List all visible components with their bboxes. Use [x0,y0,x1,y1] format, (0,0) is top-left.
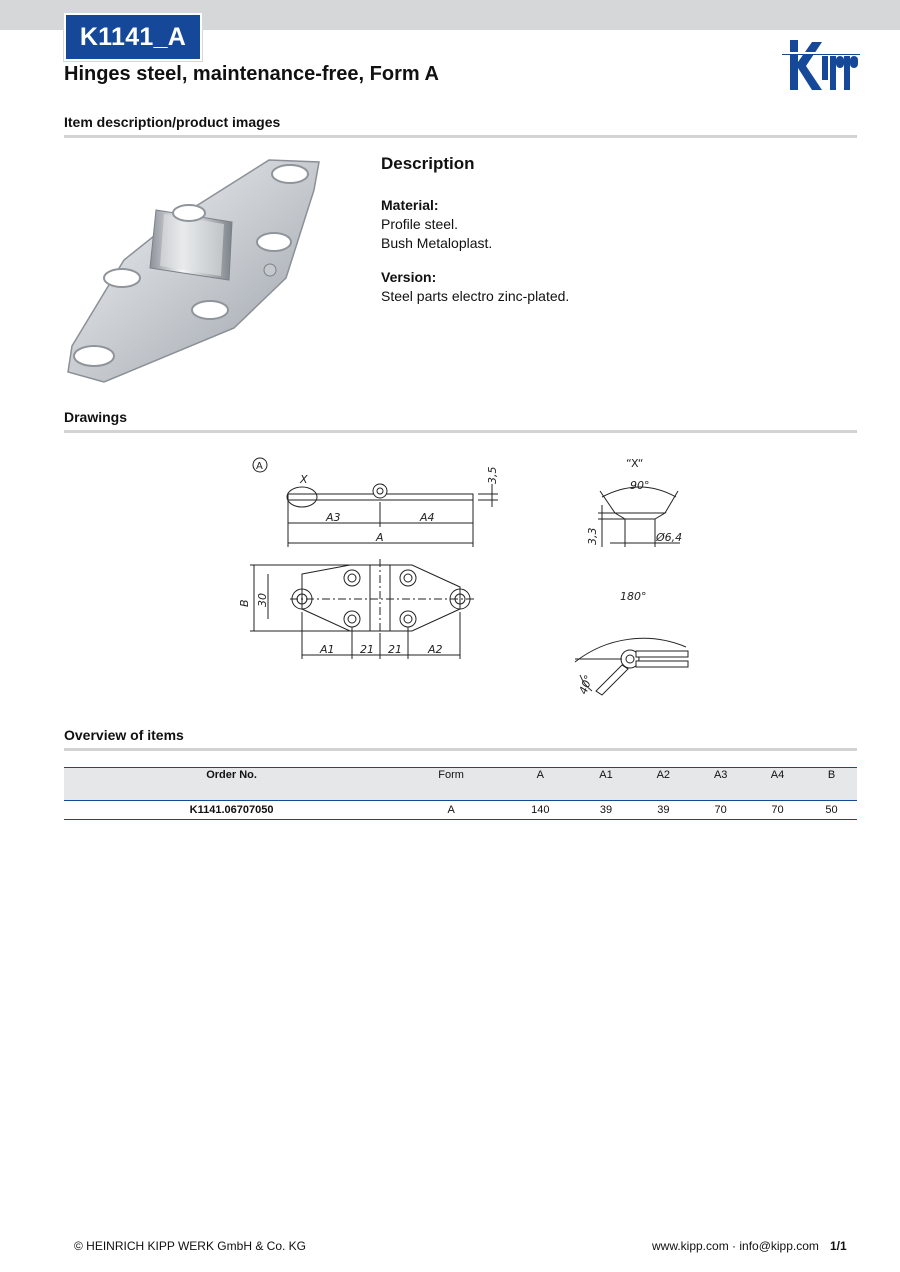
drawing-label-x: X [300,473,308,486]
material-line: Profile steel. [381,216,459,232]
column-header-form: Form [399,768,503,801]
table-header-row [64,768,857,801]
cell-a4: 70 [749,801,806,820]
section-heading-item-description: Item description/product images [64,114,281,130]
material-line: Bush Metaloplast. [381,235,493,251]
cell-form: A [399,801,503,820]
page-title: Hinges steel, maintenance-free, Form A [64,63,439,85]
drawing-label-a2: A2 [428,643,443,656]
drawing-label-form: A [256,461,263,472]
drawing-label-180: 180° [620,590,647,603]
table-row [64,801,857,820]
column-header-a3: A3 [692,768,749,801]
drawing-label-40: 40° [576,673,596,697]
cell-a3: 70 [692,801,749,820]
section-divider [64,430,857,433]
section-divider [64,135,857,138]
cell-b: 50 [806,801,857,820]
description-block [381,154,841,321]
article-code-badge: K1141_A [64,13,202,61]
drawing-label-21: 21 [360,643,374,656]
drawing-label-a1: A1 [320,643,335,656]
footer-contact: www.kipp.com · info@kipp.com [652,1239,819,1253]
column-header-order-no: Order No. [64,768,399,801]
section-heading-overview: Overview of items [64,727,184,743]
cell-a2: 39 [634,801,692,820]
drawing-label-a: A [376,531,384,544]
drawing-label-diameter: Ø6,4 [656,531,683,544]
technical-drawing [230,447,700,709]
drawing-label-a4: A4 [420,511,435,524]
drawing-label-3-3: 3,3 [586,527,599,545]
column-header-b: B [806,768,857,801]
cell-a: 140 [503,801,578,820]
drawing-label-30: 30 [256,593,269,607]
drawing-label-21: 21 [388,643,402,656]
column-header-a4: A4 [749,768,806,801]
cell-order-no: K1141.06707050 [64,801,399,820]
drawing-label-3-5: 3,5 [486,466,499,484]
cell-a1: 39 [578,801,635,820]
items-table [64,767,857,820]
description-heading: Description [381,154,475,173]
footer-copyright: © HEINRICH KIPP WERK GmbH & Co. KG [74,1239,306,1253]
hinge-product-photo [64,150,326,390]
footer-page-number: 1/1 [830,1239,847,1253]
column-header-a: A [503,768,578,801]
column-header-a1: A1 [578,768,635,801]
kipp-logo [782,38,860,94]
version-label: Version: [381,269,437,285]
section-divider [64,748,857,751]
drawing-label-90: 90° [630,479,650,492]
material-label: Material: [381,197,439,213]
drawing-label-detail-x: “X“ [626,457,644,470]
column-header-a2: A2 [634,768,692,801]
version-text: Steel parts electro zinc-plated. [381,288,570,304]
section-heading-drawings: Drawings [64,409,128,425]
drawing-label-a3: A3 [326,511,341,524]
drawing-label-b: B [238,599,251,607]
